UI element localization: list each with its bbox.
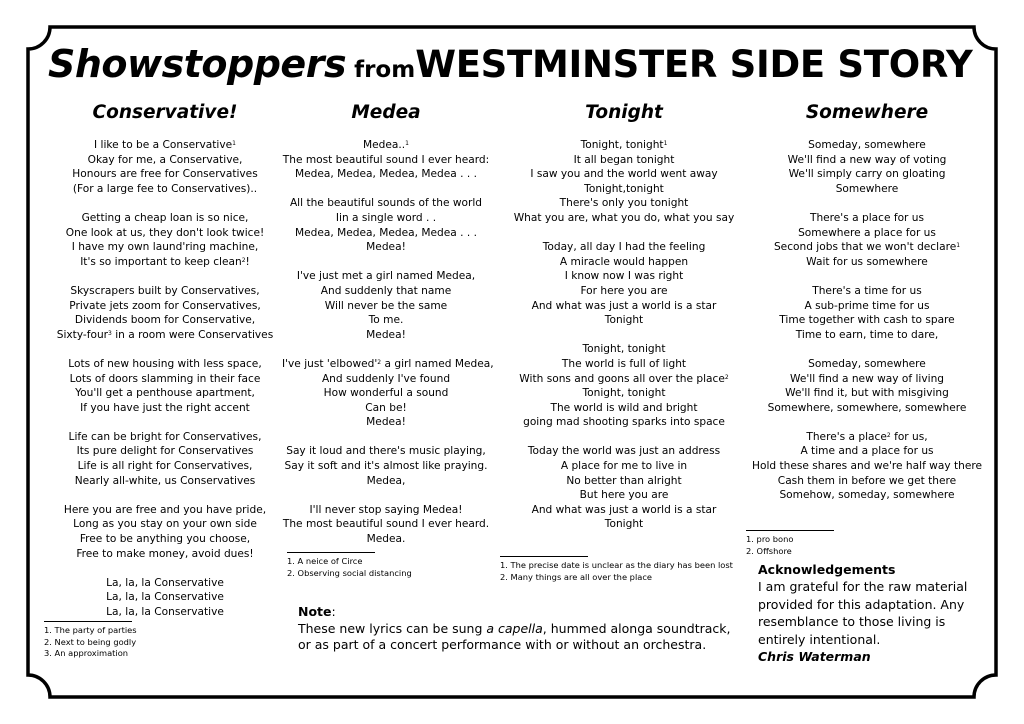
lyric-line: We'll find a new way of living	[789, 372, 945, 385]
song-column-medea	[282, 100, 494, 561]
footnote-rule	[746, 530, 834, 531]
lyric-line: I've just '$elbowed'^2$ a girl named Medea,	[282, 357, 494, 370]
lyric-line: Private jets zoom for Conservatives,	[69, 299, 261, 312]
lyric-line: I have my own laund'ring machine,	[71, 241, 259, 254]
lyric-line: Say it loud and there's music playing,	[286, 445, 486, 458]
lyric-line: Hold these shares and we're half way there	[752, 460, 982, 473]
footnotes-somewhere	[746, 530, 834, 557]
lyric-line: Medea, Medea, Medea, Medea . . .	[295, 226, 477, 239]
lyric-line: All the beautiful sounds of the world	[289, 197, 483, 210]
footnotes-conservative	[44, 621, 137, 660]
lyric-line: A place for me to live in	[560, 460, 688, 473]
song-title: Somewhere	[805, 102, 929, 123]
lyric-line: Say it soft and it's almost like praying.	[284, 460, 488, 473]
lyric-line: The world is full of light	[561, 357, 687, 370]
verse	[282, 196, 490, 254]
lyric-line: But here you are	[579, 489, 669, 502]
verse	[40, 284, 290, 342]
note-block: Note: These new lyrics can be sung a capella, hummed alonga soundtrack, or as part of a concert performance with or without an orchestra.	[298, 604, 738, 654]
lyric-line: Tonight, tonight	[582, 387, 666, 400]
lyric-line: Can be!	[365, 401, 407, 414]
verse	[40, 138, 290, 196]
lyric-line: La, la, la Conservative	[106, 576, 224, 589]
verse	[282, 138, 490, 182]
lyric-line: going mad shooting sparks into space	[523, 416, 725, 429]
lyric-line: A sub-prime time for us	[804, 299, 930, 312]
footnote: 1. pro bono	[746, 534, 794, 544]
verse	[282, 357, 494, 430]
lyric-line: Dividends boom for Conservative,	[74, 314, 256, 327]
lyric-line: How wonderful a sound	[323, 387, 449, 400]
verse	[744, 357, 990, 415]
lyric-line: A miracle would happen	[559, 255, 689, 268]
lyric-line: For here you are	[580, 284, 668, 297]
lyric-line: Tonight, tonight$^1$	[580, 139, 668, 151]
song-title: Tonight	[585, 102, 663, 123]
lyric-line: Second jobs that we won't declare$^1$	[773, 241, 961, 254]
lyric-line: Medea.	[366, 533, 406, 546]
lyric-line: Free to be anything you choose,	[79, 533, 251, 546]
verse	[282, 503, 490, 547]
acknowledgements-block	[758, 561, 988, 665]
lyric-line: And suddenly that name	[320, 284, 452, 297]
lyric-line: There's only you tonight	[559, 197, 689, 210]
footnote: 2. Many things are all over the place	[500, 571, 653, 582]
title-from: from	[354, 57, 416, 83]
lyric-line: And what was just a world is a star	[531, 299, 717, 312]
footnote: 1. The precise date is unclear as the diary has been lost	[500, 560, 733, 570]
lyric-line: There's a place for us	[809, 211, 925, 224]
lyric-line: Sixty-four$^3$ in a room were Conservatives	[56, 328, 274, 341]
lyric-line: Somewhere a place for us	[798, 226, 936, 239]
footnote: 1. The party of parties	[44, 625, 137, 635]
lyric-line: Will never be the same	[324, 299, 448, 312]
footnote: 2. Next to being godly	[44, 636, 137, 647]
note-text: These new lyrics can be sung a capella, hummed alonga soundtrack, or as part of a concert performance with or without an orchestra.	[298, 620, 731, 653]
lyric-line: It's so important to keep clean$^2$!	[80, 255, 250, 268]
lyric-line: Tonight	[604, 314, 644, 327]
lyric-line: Today, all day I had the feeling	[542, 241, 706, 254]
lyric-line: No better than alright	[566, 474, 682, 487]
lyric-line: I like to be a Conservative$^1$	[94, 139, 236, 151]
verse	[40, 430, 290, 488]
verse	[502, 444, 746, 532]
lyric-line: With sons and goons all over the place$^2$	[519, 372, 729, 385]
lyric-line: Somewhere, somewhere, somewhere	[767, 401, 967, 414]
acknowledgements-text: I am grateful for the raw material provided for this adaptation. Any resemblance to those living is entirely intentional.	[758, 579, 968, 647]
lyric-line: La, la, la Conservative	[106, 606, 224, 618]
lyric-line: What you are, what you do, what you say	[513, 211, 735, 224]
lyric-line: There's a place$^2$ for us,	[806, 430, 928, 443]
lyric-line: You'll get a penthouse apartment,	[75, 387, 255, 400]
footnotes-medea	[287, 552, 412, 579]
verse	[282, 269, 490, 342]
song-column-tonight	[502, 100, 746, 547]
lyric-line: La, la, la Conservative	[106, 591, 224, 604]
lyric-line: Lots of new housing with less space,	[68, 357, 262, 370]
lyric-line: The world is wild and bright	[550, 401, 698, 414]
title-show-name: WESTMINSTER SIDE STORY	[415, 43, 973, 86]
lyric-line: Iin a single word . .	[335, 211, 437, 224]
lyric-line: Medea..$^1$	[363, 139, 409, 151]
song-title: Conservative!	[92, 102, 238, 123]
lyric-line: And suddenly I've found	[321, 372, 451, 385]
verse	[40, 211, 290, 269]
lyric-line: There's a time for us	[812, 284, 922, 297]
song-title: Medea	[351, 102, 421, 123]
lyric-line: I know now I was right	[564, 270, 684, 283]
verse	[744, 211, 990, 269]
footnote-rule	[500, 556, 588, 557]
footnote: 2. Observing social distancing	[287, 567, 412, 578]
verse	[502, 240, 746, 328]
lyric-line: I saw you and the world went away	[530, 168, 718, 181]
lyric-line: Time together with cash to spare	[779, 314, 955, 327]
lyric-line: Tonight	[604, 518, 644, 531]
lyric-line: Long as you stay on your own side	[73, 518, 257, 531]
verse	[502, 138, 746, 226]
title-showstoppers: Showstoppers	[48, 42, 347, 86]
lyric-line: Tonight, tonight	[582, 343, 666, 356]
acknowledgements-heading: Acknowledgements	[758, 562, 896, 577]
footnote: 3. An approximation	[44, 648, 129, 658]
lyric-line: Lots of doors slamming in their face	[69, 372, 261, 385]
lyric-line: To me.	[368, 314, 404, 327]
lyric-line: Somehow, someday, somewhere	[779, 489, 955, 502]
lyric-line: If you have just the right accent	[80, 401, 250, 414]
verse	[40, 357, 290, 415]
note-label: Note	[298, 604, 332, 619]
lyric-line: Somewhere	[835, 182, 899, 195]
lyric-line: Medea, Medea, Medea, Medea . . .	[295, 168, 477, 181]
lyric-line: Nearly all-white, us Conservatives	[74, 474, 256, 487]
verse	[40, 503, 290, 561]
lyric-line: Medea!	[366, 416, 406, 429]
lyric-line: Skyscrapers built by Conservatives,	[70, 284, 260, 297]
verse	[744, 430, 990, 503]
lyric-line: (For a large fee to Conservatives)..	[72, 182, 258, 195]
author-signature: Chris Waterman	[758, 649, 871, 665]
lyric-line: It all began tonight	[573, 153, 675, 166]
verse	[744, 284, 990, 342]
lyric-line: Someday, somewhere	[808, 357, 926, 370]
footnote: 2. Offshore	[746, 545, 792, 556]
footnote-rule	[287, 552, 375, 553]
lyric-line: Medea,	[366, 474, 406, 487]
lyric-line: Free to make money, avoid dues!	[76, 547, 254, 560]
footnote: 1. A neice of Circe	[287, 556, 363, 566]
lyric-line: Life can be bright for Conservatives,	[68, 430, 262, 443]
verse	[744, 138, 990, 196]
lyric-line: Its pure delight for Conservatives	[76, 445, 254, 458]
lyric-line: Someday, somewhere	[808, 139, 926, 151]
lyric-line: Medea!	[366, 241, 406, 254]
lyric-line: Wait for us somewhere	[806, 255, 928, 268]
lyric-line: I'll never stop saying Medea!	[309, 503, 463, 516]
lyric-line: The most beautiful sound I ever heard:	[282, 153, 490, 166]
lyric-line: Time to earn, time to dare,	[795, 328, 939, 341]
verse	[502, 342, 746, 430]
footnote-rule	[44, 621, 132, 622]
lyric-line: The most beautiful sound I ever heard.	[282, 518, 490, 531]
lyric-line: Medea!	[366, 328, 406, 341]
lyric-line: Life is all right for Conservatives,	[77, 460, 253, 473]
lyric-line: Tonight,tonight	[584, 182, 664, 195]
lyric-line: I've just met a girl named Medea,	[296, 270, 476, 283]
footnotes-tonight	[500, 556, 733, 583]
lyric-line: Okay for me, a Conservative,	[87, 153, 243, 166]
lyric-line: Here you are free and you have pride,	[63, 503, 267, 516]
verse	[282, 444, 490, 488]
lyric-line: Getting a cheap loan is so nice,	[81, 211, 249, 224]
song-column-conservative	[40, 100, 290, 634]
lyric-line: Today the world was just an address	[527, 445, 721, 458]
lyric-line: A time and a place for us	[800, 445, 934, 458]
page-title	[48, 42, 973, 86]
verse	[40, 576, 290, 620]
song-column-somewhere	[744, 100, 990, 517]
lyric-line: And what was just a world is a star	[531, 503, 717, 516]
lyric-line: We'll find it, but with misgiving	[785, 387, 949, 400]
lyric-line: Cash them in before we get there	[777, 474, 957, 487]
lyric-line: Honours are free for Conservatives	[72, 168, 258, 181]
lyric-line: One look at us, they don't look twice!	[65, 226, 265, 239]
lyric-line: We'll find a new way of voting	[787, 153, 947, 166]
lyric-line: We'll simply carry on gloating	[788, 168, 946, 181]
